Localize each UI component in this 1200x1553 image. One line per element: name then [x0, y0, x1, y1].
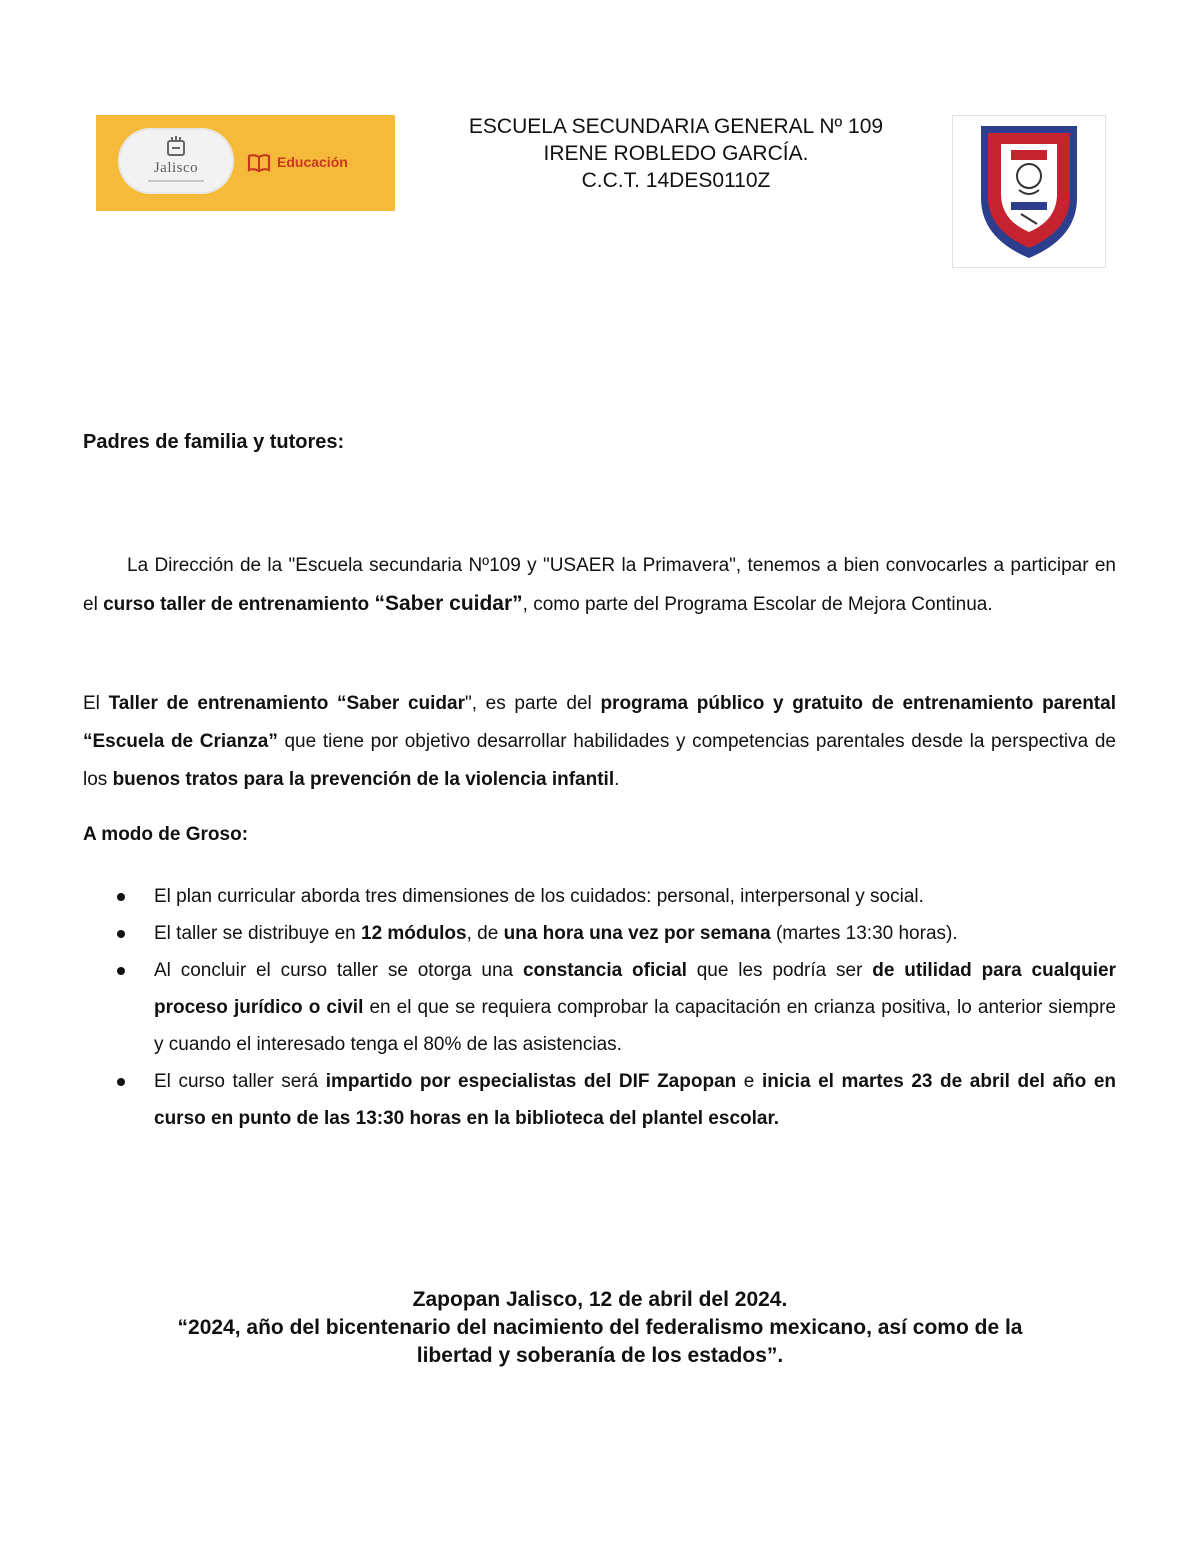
bullet-icon: [117, 893, 125, 901]
jalisco-badge: [118, 128, 234, 194]
bullet-icon: [117, 930, 125, 938]
section-title: A modo de Groso:: [83, 824, 249, 845]
motto-line-2: libertad y soberanía de los estados”.: [416, 1344, 784, 1367]
jalisco-underline: [148, 180, 204, 182]
education-label: Educación: [277, 154, 348, 170]
jalisco-wordmark: Jalisco: [153, 160, 199, 176]
school-subtitle: IRENE ROBLEDO GARCÍA.: [543, 142, 809, 165]
intro-paragraph: La Dirección de la "Escuela secundaria Nº109 y "USAER la Primavera", tenemos a bien convocarles a participar en el curso taller de entrenamiento “Saber cuidar”, como parte del Programa Escolar de Mejora Continua.: [83, 555, 1116, 615]
footer: [100, 1286, 1100, 1370]
school-shield-icon: [975, 120, 1083, 262]
motto-line-1: “2024, año del bicentenario del nacimiento del federalismo mexicano, así como de la: [177, 1316, 1023, 1339]
school-emblem: [952, 115, 1106, 268]
bullet-icon: [117, 1078, 125, 1086]
salutation: Padres de familia y tutores:: [83, 431, 345, 453]
bullet-icon: [117, 967, 125, 975]
jalisco-education-logo: [96, 115, 395, 211]
school-name: ESCUELA SECUNDARIA GENERAL Nº 109: [468, 115, 884, 138]
school-cct: C.C.T. 14DES0110Z: [581, 169, 771, 192]
list-item: Al concluir el curso taller se otorga una constancia oficial que les podría ser de utilidad para cualquier proceso jurídico o civil en el que se requiera comprobar la capacitación en crianza positiva, lo anterior siempre y cuando el interesado tenga el 80% de las asistencias.: [110, 952, 1116, 1063]
list-item: El plan curricular aborda tres dimensiones de los cuidados: personal, interpersonal y social.: [110, 878, 1116, 915]
program-paragraph: El Taller de entrenamiento “Saber cuidar", es parte del programa público y gratuito de entrenamiento parental “Escuela de Crianza” que tiene por objetivo desarrollar habilidades y competencias parentales desde la perspectiva de los buenos tratos para la prevención de la violencia infantil.: [83, 693, 1116, 790]
list-item: El curso taller será impartido por especialistas del DIF Zapopan e inicia el martes 23 de abril del año en curso en punto de las 13:30 horas en la biblioteca del plantel escolar.: [110, 1063, 1116, 1137]
place-date: Zapopan Jalisco, 12 de abril del 2024.: [412, 1288, 788, 1311]
school-header: [400, 113, 952, 194]
bullet-list: [110, 878, 1116, 1137]
jalisco-crest-icon: [164, 135, 188, 159]
open-book-icon: [247, 153, 271, 173]
list-item: El taller se distribuye en 12 módulos, de una hora una vez por semana (martes 13:30 horas).: [110, 915, 1116, 952]
